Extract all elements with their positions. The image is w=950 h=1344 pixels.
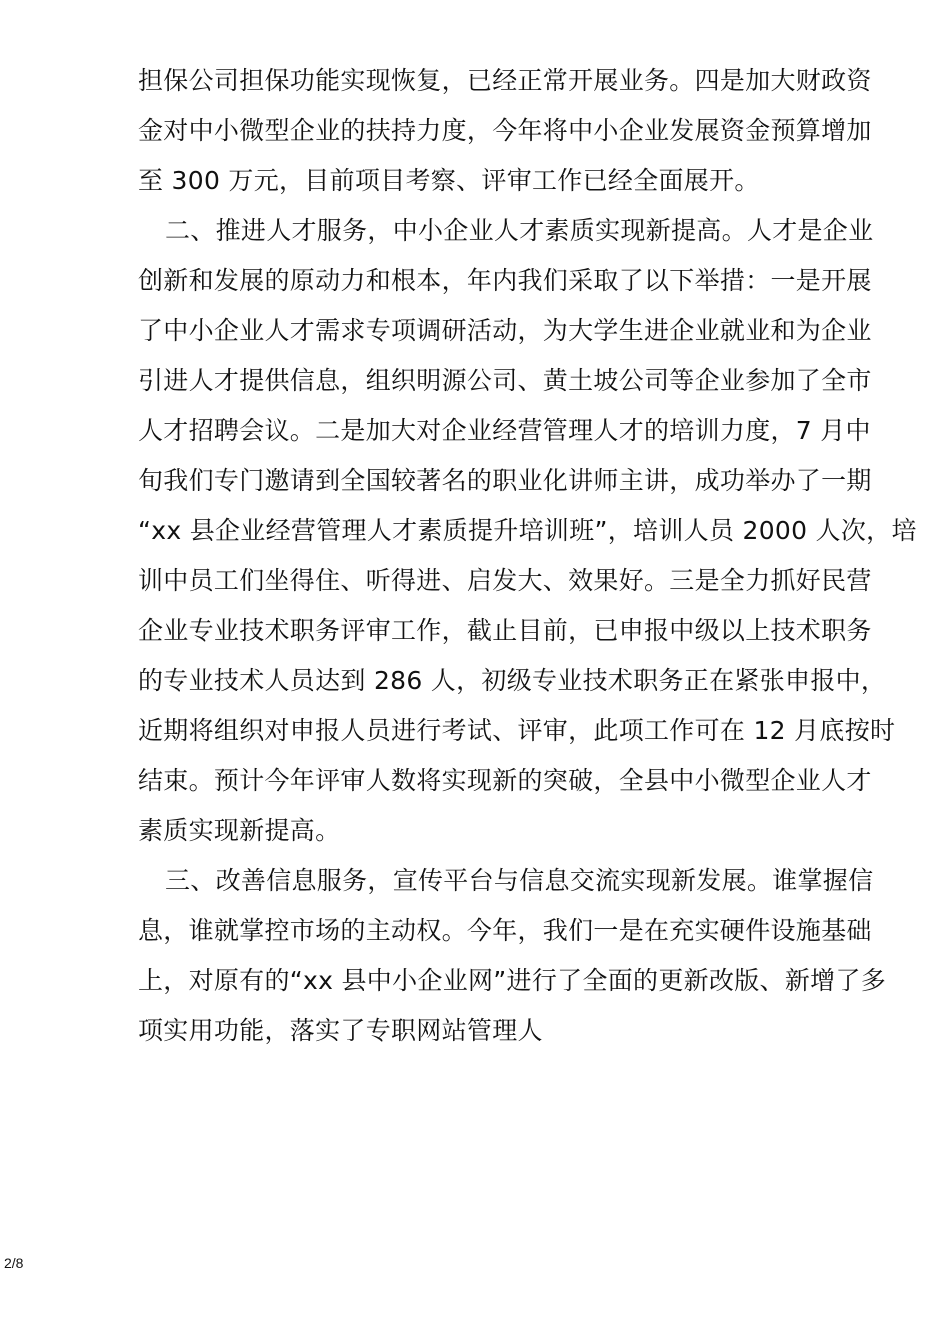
- body-text-line: 人才招聘会议。二是加大对企业经营管理人才的培训力度，7 月中: [138, 416, 871, 445]
- body-text-line: 息，谁就掌控市场的主动权。今年，我们一是在充实硬件设施基础: [138, 916, 872, 945]
- page-number: 2/8: [4, 1255, 24, 1271]
- body-text-line: 上，对原有的“xx 县中小企业网”进行了全面的更新改版、新增了多: [138, 966, 887, 995]
- body-text-line: 项实用功能，落实了专职网站管理人: [138, 1016, 543, 1045]
- body-text-line: 训中员工们坐得住、听得进、启发大、效果好。三是全力抓好民营: [138, 566, 872, 595]
- body-text-line: “xx 县企业经营管理人才素质提升培训班”，培训人员 2000 人次，培: [138, 516, 917, 545]
- body-text-line: 金对中小微型企业的扶持力度，今年将中小企业发展资金预算增加: [138, 116, 872, 145]
- body-text-line: 企业专业技术职务评审工作，截止目前，已申报中级以上技术职务: [138, 616, 872, 645]
- body-text-line: 的专业技术人员达到 286 人，初级专业技术职务正在紧张申报中，: [138, 666, 887, 695]
- body-text-line: 引进人才提供信息，组织明源公司、黄土坡公司等企业参加了全市: [138, 366, 872, 395]
- body-text-line: 至 300 万元，目前项目考察、评审工作已经全面展开。: [138, 166, 760, 195]
- body-text-line: 结束。预计今年评审人数将实现新的突破，全县中小微型企业人才: [138, 766, 872, 795]
- body-text-line: 旬我们专门邀请到全国较著名的职业化讲师主讲，成功举办了一期: [138, 466, 872, 495]
- section-heading-line: 三、改善信息服务，宣传平台与信息交流实现新发展。谁掌握信: [165, 866, 874, 895]
- body-text-line: 近期将组织对申报人员进行考试、评审，此项工作可在 12 月底按时: [138, 716, 896, 745]
- section-heading-line: 二、推进人才服务，中小企业人才素质实现新提高。人才是企业: [165, 216, 874, 245]
- body-text-line: 素质实现新提高。: [138, 816, 341, 845]
- body-text-line: 创新和发展的原动力和根本，年内我们采取了以下举措：一是开展: [138, 266, 872, 295]
- body-text-line: 担保公司担保功能实现恢复，已经正常开展业务。四是加大财政资: [138, 66, 872, 95]
- body-text-line: 了中小企业人才需求专项调研活动，为大学生进企业就业和为企业: [138, 316, 872, 345]
